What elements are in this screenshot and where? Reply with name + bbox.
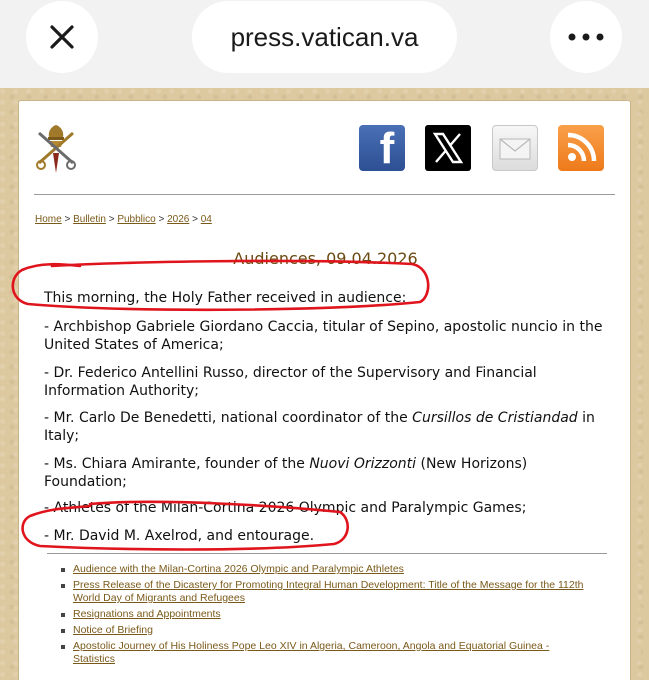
address-bar[interactable] (192, 1, 457, 73)
audience-item: - Mr. Carlo De Benedetti, national coordinator of the Cursillos de Cristiandad in Italy; (44, 410, 595, 444)
content-divider (47, 553, 607, 554)
list-item (59, 640, 589, 666)
related-link[interactable]: Apostolic Journey of His Holiness Pope Leo XIV in Algeria, Cameroon, Angola and Equatorial Guinea - Statistics (73, 640, 550, 665)
related-link[interactable]: Press Release of the Dicastery for Promoting Integral Human Development: Title of the Message for the 112th World Day of Migrants and Refugees (73, 579, 584, 604)
x-icon[interactable] (425, 125, 471, 171)
related-link[interactable]: Notice of Briefing (73, 624, 153, 636)
papal-coat-of-arms-icon (33, 123, 79, 177)
list-item (59, 624, 589, 637)
breadcrumb-home[interactable]: Home (35, 214, 62, 225)
close-button[interactable] (26, 1, 98, 73)
audience-item: - Mr. David M. Axelrod, and entourage. (44, 528, 315, 544)
content-card (18, 100, 631, 680)
audience-item: - Ms. Chiara Amirante, founder of the Nuovi Orizzonti (New Horizons) Foundation; (44, 456, 528, 490)
audience-item: - Archbishop Gabriele Giordano Caccia, titular of Sepino, apostolic nuncio in the United States of America; (44, 319, 603, 353)
intro-paragraph: This morning, the Holy Father received in audience: (44, 290, 407, 306)
breadcrumb-month[interactable]: 04 (200, 214, 212, 225)
close-icon (49, 24, 75, 50)
url-text: press.vatican.va (230, 21, 419, 52)
breadcrumb-pubblico[interactable]: Pubblico (117, 214, 156, 225)
list-item (59, 608, 589, 621)
list-item (59, 563, 589, 576)
related-link[interactable]: Audience with the Milan-Cortina 2026 Olympic and Paralympic Athletes (73, 563, 404, 575)
more-button[interactable] (550, 1, 622, 73)
header-divider (34, 194, 615, 195)
audience-item: - Dr. Federico Antellini Russo, director of the Supervisory and Financial Information Authority; (44, 365, 537, 399)
rss-icon[interactable] (558, 125, 604, 171)
related-links-list (59, 563, 589, 669)
breadcrumb: Home > Bulletin > Pubblico > 2026 > 04 (35, 214, 212, 225)
list-item (59, 579, 589, 605)
related-link[interactable]: Resignations and Appointments (73, 608, 221, 620)
breadcrumb-year[interactable]: 2026 (167, 214, 190, 225)
page-title: Audiences, 09.04.2026 (233, 249, 418, 268)
page-background (0, 88, 649, 680)
more-horizontal-icon (568, 33, 604, 41)
mail-icon[interactable] (492, 125, 538, 171)
audience-item: - Athletes of the Milan-Cortina 2026 Olympic and Paralympic Games; (44, 500, 527, 516)
facebook-icon[interactable]: f (359, 125, 405, 171)
breadcrumb-bulletin[interactable]: Bulletin (73, 214, 106, 225)
browser-toolbar (0, 0, 649, 88)
